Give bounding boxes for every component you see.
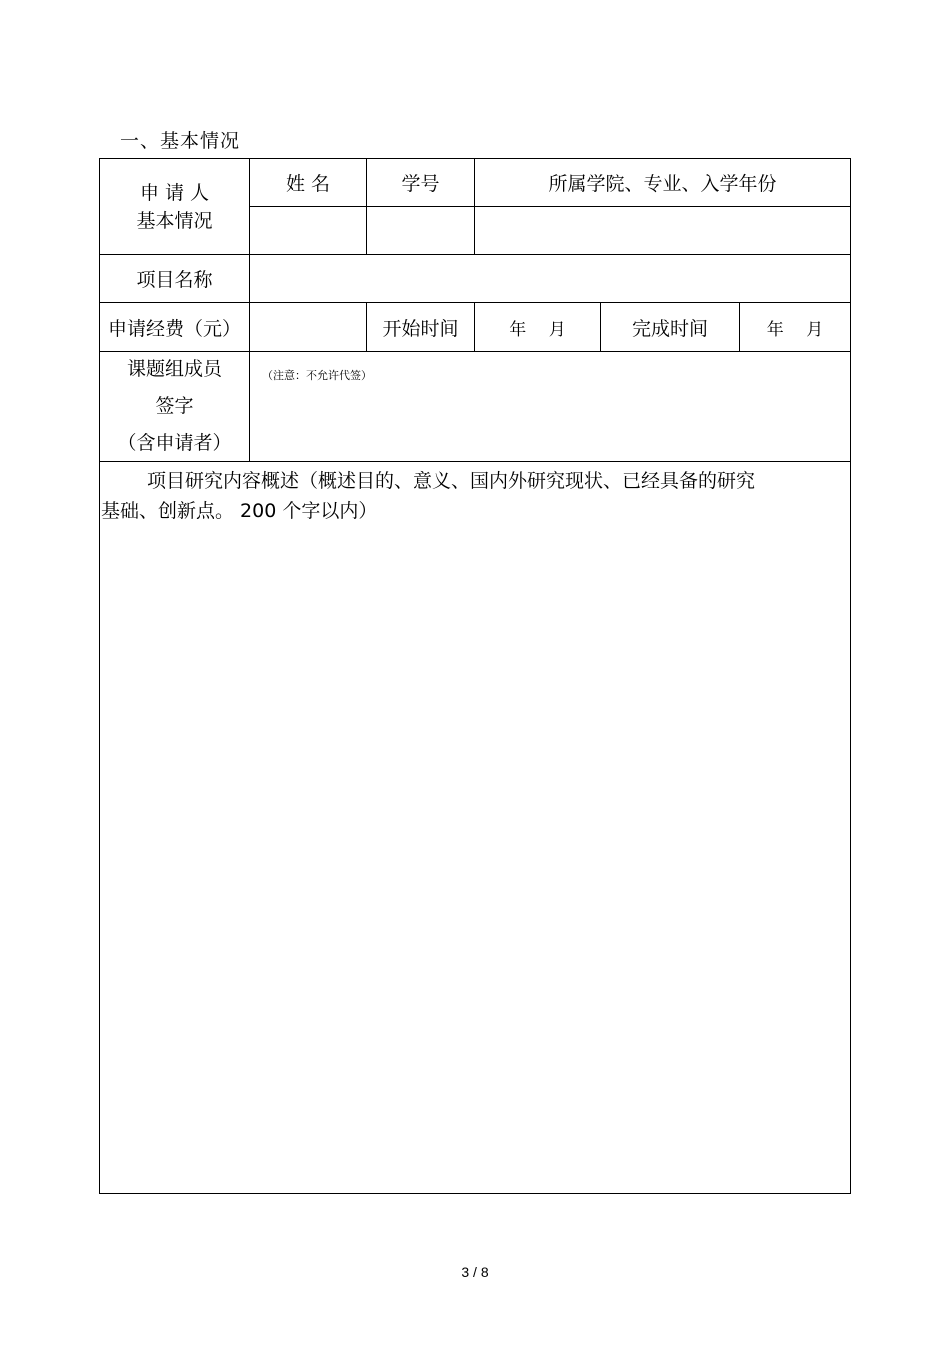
applicant-label-line2: 基本情况 — [136, 209, 213, 232]
table-border-bottom — [99, 1193, 851, 1194]
page-number: 3 / 8 — [461, 1264, 489, 1280]
college-major-year-field[interactable] — [475, 207, 850, 254]
members-label-line3: （含申请者） — [117, 432, 232, 454]
student-id-field[interactable] — [367, 207, 474, 254]
funding-label: 申请经费（元） — [107, 317, 241, 340]
members-label-line1: 课题组成员 — [126, 358, 222, 380]
summary-prompt-line2: 基础、创新点。 200 个字以内） — [101, 500, 378, 522]
members-signature-label — [100, 352, 249, 461]
summary-content-field[interactable] — [100, 530, 850, 1192]
members-signature-field[interactable] — [250, 385, 850, 461]
name-field[interactable] — [250, 207, 366, 254]
members-label-line2: 签字 — [155, 395, 194, 417]
section-title: 一、基本情况 — [120, 130, 241, 152]
summary-prompt — [101, 466, 831, 526]
name-header: 姓 名 — [285, 173, 331, 195]
college-major-year-header: 所属学院、专业、入学年份 — [548, 173, 777, 195]
no-proxy-signature-note: （注意：不允许代签） — [262, 369, 372, 382]
start-time-field[interactable]: 年 月 — [509, 319, 566, 340]
summary-prompt-line1: 项目研究内容概述（概述目的、意义、国内外研究现状、已经具备的研究 — [147, 470, 756, 492]
applicant-info-label — [100, 159, 249, 254]
start-time-label: 开始时间 — [382, 317, 459, 340]
project-name-label: 项目名称 — [136, 269, 213, 291]
end-time-field[interactable]: 年 月 — [766, 319, 824, 340]
end-time-label: 完成时间 — [631, 317, 708, 340]
table-border-right — [850, 158, 851, 1194]
funding-field[interactable] — [250, 303, 366, 351]
applicant-label-line1: 申 请 人 — [139, 181, 210, 204]
project-name-field[interactable] — [250, 255, 850, 302]
student-id-header: 学号 — [401, 173, 440, 195]
